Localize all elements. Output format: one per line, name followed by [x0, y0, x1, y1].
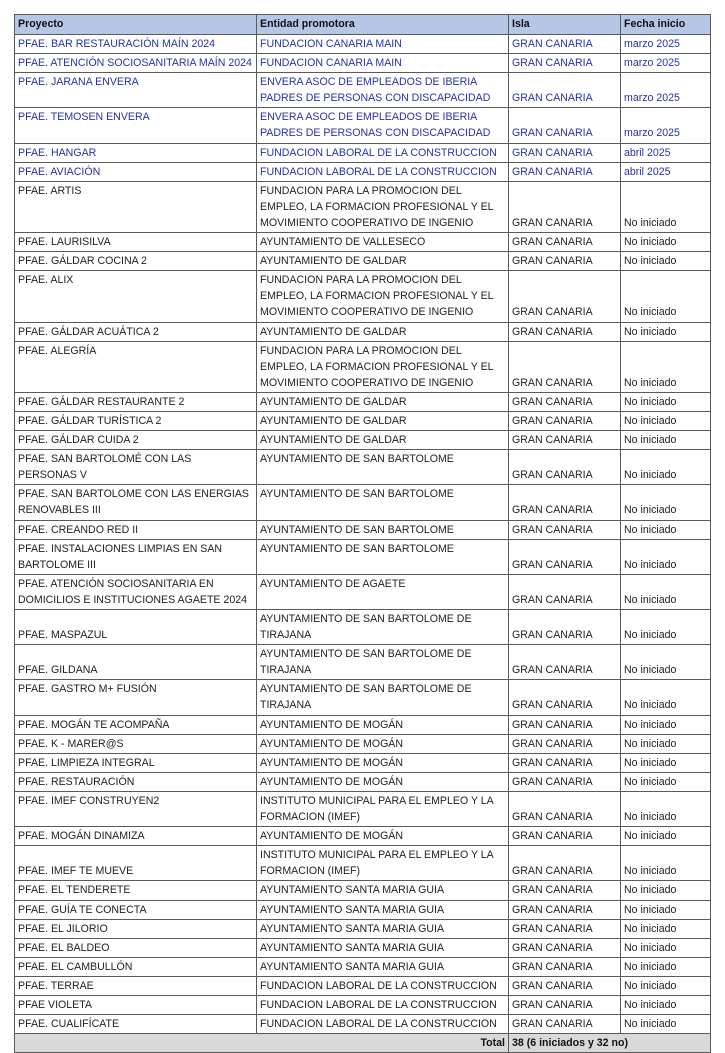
cell-entidad-promotora: AYUNTAMIENTO SANTA MARIA GUIA [257, 881, 509, 900]
table-row [15, 846, 711, 881]
cell-fecha-inicio: No iniciado [621, 827, 711, 846]
cell-isla: GRAN CANARIA [509, 715, 621, 734]
cell-fecha-inicio: No iniciado [621, 680, 711, 715]
cell-proyecto: PFAE. GÁLDAR TURÍSTICA 2 [15, 411, 257, 430]
cell-isla: GRAN CANARIA [509, 995, 621, 1014]
cell-isla: GRAN CANARIA [509, 341, 621, 392]
table-row [15, 322, 711, 341]
cell-entidad-promotora: AYUNTAMIENTO DE MOGÁN [257, 827, 509, 846]
cell-fecha-inicio: No iniciado [621, 995, 711, 1014]
cell-proyecto: PFAE. TEMOSEN ENVERA [15, 108, 257, 143]
cell-entidad-promotora: FUNDACION CANARIA MAIN [257, 35, 509, 54]
cell-proyecto: PFAE VIOLETA [15, 995, 257, 1014]
table-row [15, 574, 711, 609]
table-row [15, 143, 711, 162]
table-row [15, 938, 711, 957]
cell-entidad-promotora: FUNDACION PARA LA PROMOCION DEL EMPLEO, LA FORMACION PROFESIONAL Y EL MOVIMIENTO COOPERATIVO DE INGENIO [257, 341, 509, 392]
cell-isla: GRAN CANARIA [509, 162, 621, 181]
cell-isla: GRAN CANARIA [509, 938, 621, 957]
cell-entidad-promotora: AYUNTAMIENTO DE MOGÁN [257, 772, 509, 791]
cell-entidad-promotora: AYUNTAMIENTO SANTA MARIA GUIA [257, 938, 509, 957]
cell-entidad-promotora: FUNDACION LABORAL DE LA CONSTRUCCION [257, 976, 509, 995]
cell-proyecto: PFAE. K - MARER@S [15, 734, 257, 753]
cell-proyecto: PFAE. ALIX [15, 271, 257, 322]
cell-isla: GRAN CANARIA [509, 976, 621, 995]
table-row [15, 1015, 711, 1034]
cell-isla: GRAN CANARIA [509, 54, 621, 73]
cell-entidad-promotora: AYUNTAMIENTO DE GALDAR [257, 431, 509, 450]
cell-entidad-promotora: ENVERA ASOC DE EMPLEADOS DE IBERIA PADRES DE PERSONAS CON DISCAPACIDAD [257, 73, 509, 108]
cell-proyecto: PFAE. ALEGRÍA [15, 341, 257, 392]
cell-entidad-promotora: AYUNTAMIENTO DE AGAETE [257, 574, 509, 609]
cell-proyecto: PFAE. GUÍA TE CONECTA [15, 900, 257, 919]
cell-isla: GRAN CANARIA [509, 450, 621, 485]
table-row [15, 753, 711, 772]
cell-fecha-inicio: No iniciado [621, 957, 711, 976]
cell-fecha-inicio: No iniciado [621, 181, 711, 232]
cell-entidad-promotora: AYUNTAMIENTO SANTA MARIA GUIA [257, 919, 509, 938]
cell-isla: GRAN CANARIA [509, 539, 621, 574]
cell-proyecto: PFAE. LAURISILVA [15, 233, 257, 252]
table-row [15, 827, 711, 846]
cell-isla: GRAN CANARIA [509, 181, 621, 232]
cell-entidad-promotora: AYUNTAMIENTO DE SAN BARTOLOME [257, 539, 509, 574]
cell-isla: GRAN CANARIA [509, 392, 621, 411]
cell-entidad-promotora: FUNDACION LABORAL DE LA CONSTRUCCION [257, 1015, 509, 1034]
cell-isla: GRAN CANARIA [509, 957, 621, 976]
cell-fecha-inicio: No iniciado [621, 772, 711, 791]
table-row [15, 520, 711, 539]
table-body [15, 35, 711, 1034]
table-row [15, 734, 711, 753]
cell-fecha-inicio: No iniciado [621, 881, 711, 900]
total-label: Total [15, 1034, 509, 1053]
table-row [15, 252, 711, 271]
cell-fecha-inicio: No iniciado [621, 645, 711, 680]
cell-proyecto: PFAE. SAN BARTOLOMÉ CON LAS PERSONAS V [15, 450, 257, 485]
projects-table [14, 14, 711, 1053]
table-row [15, 431, 711, 450]
cell-entidad-promotora: AYUNTAMIENTO DE GALDAR [257, 392, 509, 411]
cell-entidad-promotora: AYUNTAMIENTO SANTA MARIA GUIA [257, 900, 509, 919]
table-row [15, 181, 711, 232]
cell-isla: GRAN CANARIA [509, 73, 621, 108]
table-row [15, 108, 711, 143]
cell-proyecto: PFAE. IMEF CONSTRUYEN2 [15, 791, 257, 826]
table-row [15, 485, 711, 520]
cell-isla: GRAN CANARIA [509, 900, 621, 919]
cell-proyecto: PFAE. GASTRO M+ FUSIÓN [15, 680, 257, 715]
cell-proyecto: PFAE. BAR RESTAURACIÓN MAÍN 2024 [15, 35, 257, 54]
table-row [15, 392, 711, 411]
cell-proyecto: PFAE. SAN BARTOLOME CON LAS ENERGIAS RENOVABLES III [15, 485, 257, 520]
cell-isla: GRAN CANARIA [509, 271, 621, 322]
cell-fecha-inicio: No iniciado [621, 485, 711, 520]
cell-isla: GRAN CANARIA [509, 574, 621, 609]
cell-fecha-inicio: No iniciado [621, 392, 711, 411]
cell-isla: GRAN CANARIA [509, 734, 621, 753]
cell-proyecto: PFAE. LIMPIEZA INTEGRAL [15, 753, 257, 772]
cell-fecha-inicio: No iniciado [621, 271, 711, 322]
cell-isla: GRAN CANARIA [509, 411, 621, 430]
table-row [15, 539, 711, 574]
header-row [15, 15, 711, 35]
table-row [15, 715, 711, 734]
cell-fecha-inicio: No iniciado [621, 341, 711, 392]
cell-isla: GRAN CANARIA [509, 791, 621, 826]
cell-proyecto: PFAE. GÁLDAR ACUÁTICA 2 [15, 322, 257, 341]
cell-proyecto: PFAE. EL BALDEO [15, 938, 257, 957]
table-row [15, 976, 711, 995]
cell-entidad-promotora: FUNDACION LABORAL DE LA CONSTRUCCION [257, 143, 509, 162]
cell-fecha-inicio: No iniciado [621, 431, 711, 450]
cell-fecha-inicio: abril 2025 [621, 143, 711, 162]
cell-fecha-inicio: No iniciado [621, 900, 711, 919]
cell-isla: GRAN CANARIA [509, 753, 621, 772]
cell-isla: GRAN CANARIA [509, 846, 621, 881]
cell-fecha-inicio: No iniciado [621, 539, 711, 574]
cell-isla: GRAN CANARIA [509, 919, 621, 938]
cell-proyecto: PFAE. MOGÁN TE ACOMPAÑA [15, 715, 257, 734]
cell-proyecto: PFAE. ARTIS [15, 181, 257, 232]
cell-fecha-inicio: No iniciado [621, 919, 711, 938]
table-row [15, 680, 711, 715]
cell-fecha-inicio: No iniciado [621, 753, 711, 772]
cell-proyecto: PFAE. EL TENDERETE [15, 881, 257, 900]
cell-proyecto: PFAE. RESTAURACIÓN [15, 772, 257, 791]
cell-entidad-promotora: INSTITUTO MUNICIPAL PARA EL EMPLEO Y LA FORMACION (IMEF) [257, 846, 509, 881]
cell-proyecto: PFAE. GÁLDAR CUIDA 2 [15, 431, 257, 450]
cell-entidad-promotora: FUNDACION CANARIA MAIN [257, 54, 509, 73]
cell-entidad-promotora: AYUNTAMIENTO DE VALLESECO [257, 233, 509, 252]
cell-entidad-promotora: AYUNTAMIENTO DE GALDAR [257, 411, 509, 430]
cell-fecha-inicio: No iniciado [621, 520, 711, 539]
cell-proyecto: PFAE. CUALIFÍCATE [15, 1015, 257, 1034]
cell-isla: GRAN CANARIA [509, 772, 621, 791]
cell-proyecto: PFAE. ATENCIÓN SOCIOSANITARIA MAÍN 2024 [15, 54, 257, 73]
cell-entidad-promotora: AYUNTAMIENTO DE MOGÁN [257, 715, 509, 734]
cell-fecha-inicio: No iniciado [621, 450, 711, 485]
cell-fecha-inicio: abril 2025 [621, 162, 711, 181]
table-row [15, 881, 711, 900]
table-row [15, 450, 711, 485]
cell-proyecto: PFAE. JARANA ENVERA [15, 73, 257, 108]
cell-fecha-inicio: No iniciado [621, 938, 711, 957]
cell-proyecto: PFAE. ATENCIÓN SOCIOSANITARIA EN DOMICILIOS E INSTITUCIONES AGAETE 2024 [15, 574, 257, 609]
cell-proyecto: PFAE. IMEF TE MUEVE [15, 846, 257, 881]
header-entidad-promotora: Entidad promotora [257, 15, 509, 35]
table-row [15, 772, 711, 791]
total-value: 38 (6 iniciados y 32 no) [509, 1034, 711, 1053]
cell-entidad-promotora: ENVERA ASOC DE EMPLEADOS DE IBERIA PADRES DE PERSONAS CON DISCAPACIDAD [257, 108, 509, 143]
table-row [15, 919, 711, 938]
cell-entidad-promotora: AYUNTAMIENTO DE SAN BARTOLOME DE TIRAJANA [257, 680, 509, 715]
header-fecha-inicio: Fecha inicio [621, 15, 711, 35]
cell-isla: GRAN CANARIA [509, 143, 621, 162]
cell-isla: GRAN CANARIA [509, 485, 621, 520]
total-row [15, 1034, 711, 1053]
cell-isla: GRAN CANARIA [509, 610, 621, 645]
table-row [15, 271, 711, 322]
cell-isla: GRAN CANARIA [509, 322, 621, 341]
table-row [15, 233, 711, 252]
cell-isla: GRAN CANARIA [509, 1015, 621, 1034]
cell-fecha-inicio: No iniciado [621, 791, 711, 826]
cell-isla: GRAN CANARIA [509, 520, 621, 539]
cell-entidad-promotora: AYUNTAMIENTO DE GALDAR [257, 322, 509, 341]
cell-entidad-promotora: INSTITUTO MUNICIPAL PARA EL EMPLEO Y LA FORMACION (IMEF) [257, 791, 509, 826]
cell-fecha-inicio: No iniciado [621, 1015, 711, 1034]
cell-proyecto: PFAE. TERRAE [15, 976, 257, 995]
table-row [15, 900, 711, 919]
cell-entidad-promotora: AYUNTAMIENTO SANTA MARIA GUIA [257, 957, 509, 976]
cell-fecha-inicio: marzo 2025 [621, 35, 711, 54]
table-row [15, 54, 711, 73]
table-row [15, 791, 711, 826]
cell-isla: GRAN CANARIA [509, 827, 621, 846]
cell-proyecto: PFAE. INSTALACIONES LIMPIAS EN SAN BARTOLOME III [15, 539, 257, 574]
header-proyecto: Proyecto [15, 15, 257, 35]
cell-entidad-promotora: FUNDACION LABORAL DE LA CONSTRUCCION [257, 162, 509, 181]
table-row [15, 645, 711, 680]
table-row [15, 610, 711, 645]
cell-proyecto: PFAE. EL CAMBULLÓN [15, 957, 257, 976]
cell-fecha-inicio: No iniciado [621, 252, 711, 271]
cell-isla: GRAN CANARIA [509, 645, 621, 680]
cell-fecha-inicio: No iniciado [621, 574, 711, 609]
cell-fecha-inicio: No iniciado [621, 976, 711, 995]
cell-isla: GRAN CANARIA [509, 881, 621, 900]
cell-proyecto: PFAE. AVIACIÓN [15, 162, 257, 181]
cell-fecha-inicio: No iniciado [621, 233, 711, 252]
cell-proyecto: PFAE. GÁLDAR RESTAURANTE 2 [15, 392, 257, 411]
cell-entidad-promotora: AYUNTAMIENTO DE SAN BARTOLOME [257, 450, 509, 485]
cell-fecha-inicio: marzo 2025 [621, 73, 711, 108]
cell-proyecto: PFAE. GÁLDAR COCINA 2 [15, 252, 257, 271]
cell-isla: GRAN CANARIA [509, 233, 621, 252]
cell-proyecto: PFAE. EL JILORIO [15, 919, 257, 938]
table-row [15, 341, 711, 392]
table-row [15, 73, 711, 108]
table-row [15, 957, 711, 976]
cell-entidad-promotora: AYUNTAMIENTO DE GALDAR [257, 252, 509, 271]
cell-isla: GRAN CANARIA [509, 680, 621, 715]
cell-entidad-promotora: AYUNTAMIENTO DE SAN BARTOLOME [257, 485, 509, 520]
cell-entidad-promotora: AYUNTAMIENTO DE MOGÁN [257, 753, 509, 772]
cell-fecha-inicio: No iniciado [621, 411, 711, 430]
cell-isla: GRAN CANARIA [509, 252, 621, 271]
cell-fecha-inicio: No iniciado [621, 715, 711, 734]
cell-fecha-inicio: No iniciado [621, 322, 711, 341]
cell-entidad-promotora: AYUNTAMIENTO DE SAN BARTOLOME DE TIRAJANA [257, 610, 509, 645]
cell-fecha-inicio: No iniciado [621, 734, 711, 753]
cell-fecha-inicio: No iniciado [621, 610, 711, 645]
cell-proyecto: PFAE. MOGÁN DINAMIZA [15, 827, 257, 846]
cell-entidad-promotora: AYUNTAMIENTO DE MOGÁN [257, 734, 509, 753]
cell-isla: GRAN CANARIA [509, 35, 621, 54]
cell-proyecto: PFAE. HANGAR [15, 143, 257, 162]
cell-proyecto: PFAE. CREANDO RED II [15, 520, 257, 539]
cell-entidad-promotora: FUNDACION LABORAL DE LA CONSTRUCCION [257, 995, 509, 1014]
cell-proyecto: PFAE. GILDANA [15, 645, 257, 680]
cell-fecha-inicio: marzo 2025 [621, 54, 711, 73]
cell-fecha-inicio: No iniciado [621, 846, 711, 881]
cell-fecha-inicio: marzo 2025 [621, 108, 711, 143]
cell-isla: GRAN CANARIA [509, 108, 621, 143]
table-row [15, 162, 711, 181]
table-row [15, 995, 711, 1014]
table-row [15, 35, 711, 54]
cell-entidad-promotora: AYUNTAMIENTO DE SAN BARTOLOME DE TIRAJANA [257, 645, 509, 680]
cell-proyecto: PFAE. MASPAZUL [15, 610, 257, 645]
table-row [15, 411, 711, 430]
cell-entidad-promotora: FUNDACION PARA LA PROMOCION DEL EMPLEO, LA FORMACION PROFESIONAL Y EL MOVIMIENTO COOPERATIVO DE INGENIO [257, 271, 509, 322]
cell-entidad-promotora: AYUNTAMIENTO DE SAN BARTOLOME [257, 520, 509, 539]
header-isla: Isla [509, 15, 621, 35]
cell-isla: GRAN CANARIA [509, 431, 621, 450]
cell-entidad-promotora: FUNDACION PARA LA PROMOCION DEL EMPLEO, LA FORMACION PROFESIONAL Y EL MOVIMIENTO COOPERATIVO DE INGENIO [257, 181, 509, 232]
